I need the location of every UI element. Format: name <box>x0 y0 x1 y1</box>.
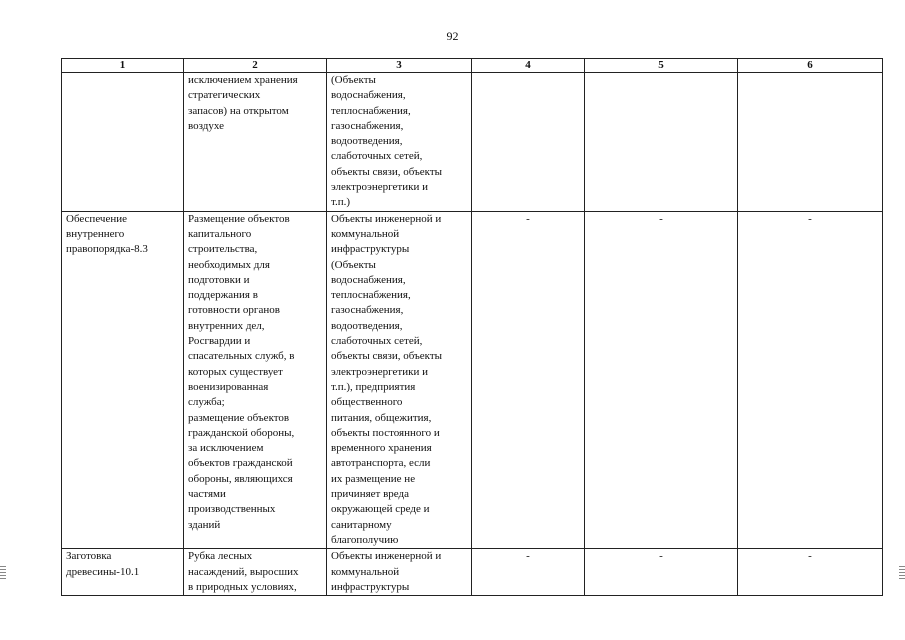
table-cell: исключением хранения стратегических запасов) на открытом воздухе <box>184 73 327 212</box>
table-cell: - <box>472 549 585 596</box>
table-cell <box>472 73 585 212</box>
page-number: 92 <box>446 29 459 43</box>
table-row <box>62 211 883 549</box>
table-cell: - <box>585 549 738 596</box>
table-cell: Размещение объектов капитального строительства, необходимых для подготовки и поддержания в готовности органов внутренних дел, Росгвардии и спасательных служб, в которых существует военизированная служба; размещение объектов гражданской обороны, за исключением объектов гражданской обороны, являющихся частями производственных зданий <box>184 211 327 549</box>
column-header-3: 3 <box>327 59 472 73</box>
table-row <box>62 73 883 212</box>
table-cell <box>585 73 738 212</box>
scan-edge-mark-left <box>0 566 6 580</box>
table-cell: Объекты инженерной и коммунальной инфраструктуры (Объекты водоснабжения, теплоснабжения, газоснабжения, водоотведения, слаботочных сетей, объекты связи, объекты электроэнергетики и т.п.), предприятия общественного питания, общежития, объекты постоянного и временного хранения автотранспорта, если их размещение не причиняет вреда окружающей среде и санитарному благополучию <box>327 211 472 549</box>
column-header-5: 5 <box>585 59 738 73</box>
column-header-1: 1 <box>62 59 184 73</box>
table-cell: (Объекты водоснабжения, теплоснабжения, газоснабжения, водоотведения, слаботочных сетей, объекты связи, объекты электроэнергетики и т.п.) <box>327 73 472 212</box>
table-cell: - <box>585 211 738 549</box>
table-cell: Объекты инженерной и коммунальной инфраструктуры <box>327 549 472 596</box>
column-header-4: 4 <box>472 59 585 73</box>
table-cell <box>738 73 883 212</box>
table-cell: - <box>472 211 585 549</box>
table-cell: Обеспечение внутреннего правопорядка-8.3 <box>62 211 184 549</box>
table-row <box>62 549 883 596</box>
regulation-table <box>61 58 883 596</box>
table-cell: Рубка лесных насаждений, выросших в природных условиях, <box>184 549 327 596</box>
table-cell: - <box>738 211 883 549</box>
table-cell <box>62 73 184 212</box>
column-header-6: 6 <box>738 59 883 73</box>
table-header-row <box>62 59 883 73</box>
table-cell: - <box>738 549 883 596</box>
scan-edge-mark-right <box>899 566 905 580</box>
column-header-2: 2 <box>184 59 327 73</box>
table-cell: Заготовка древесины-10.1 <box>62 549 184 596</box>
